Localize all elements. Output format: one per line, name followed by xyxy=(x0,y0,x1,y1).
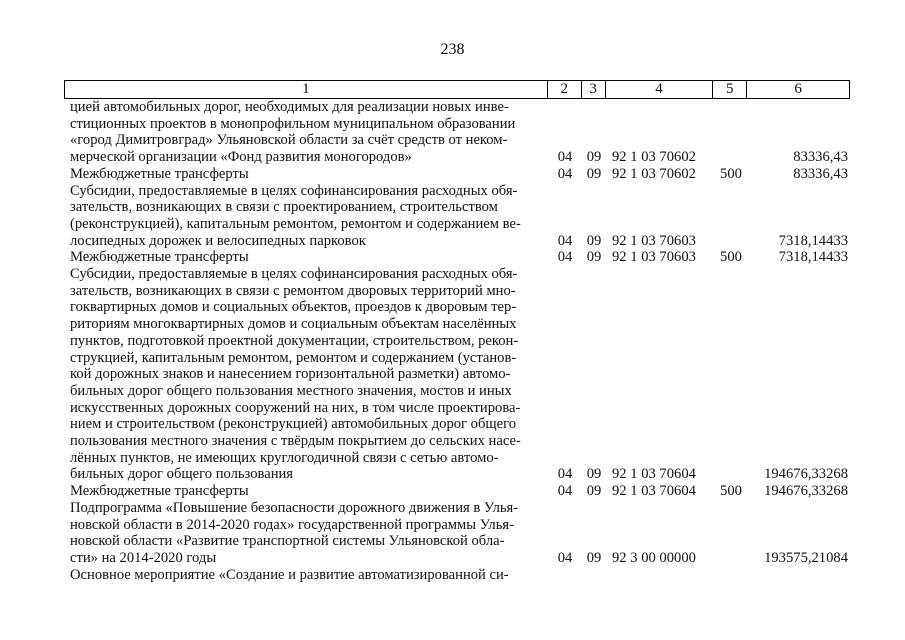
column-header-1: 1 xyxy=(65,81,548,98)
subsection-code: 09 xyxy=(586,466,602,483)
amount: 193575,21084 xyxy=(764,549,848,566)
table-row xyxy=(64,99,850,166)
amount: 83336,43 xyxy=(793,165,848,182)
column-header-6: 6 xyxy=(794,81,802,97)
description-line: мерческой организации «Фонд развития моногородов» xyxy=(70,149,412,166)
expense-type-code: 500 xyxy=(720,483,742,500)
table-body xyxy=(64,99,850,583)
description-line: бильных дорог общего пользования xyxy=(70,466,294,483)
section-code: 04 xyxy=(557,549,573,566)
target-article-code: 92 1 03 70604 xyxy=(612,483,696,500)
section-code: 04 xyxy=(557,466,573,483)
subsection-code: 09 xyxy=(586,232,602,249)
row-description xyxy=(64,99,548,166)
description-line: Подпрограмма «Повышение безопасности дорожного движения в Улья- xyxy=(70,499,519,516)
amount: 194676,33268 xyxy=(764,466,848,483)
target-article-code: 92 3 00 00000 xyxy=(612,549,696,566)
section-code: 04 xyxy=(557,165,573,182)
amount: 7318,14433 xyxy=(778,249,848,266)
description-line: лённых пунктов, не имеющих круглогодичной связи с сетью автомо- xyxy=(70,449,499,466)
description-line: стиционных проектов в монопрофильном муниципальном образовании xyxy=(70,115,516,132)
subsection-code: 09 xyxy=(586,483,602,500)
description-line: струкцией, капитальным ремонтом, ремонтом и содержанием (установ- xyxy=(70,349,517,366)
description-line: кой дорожных знаков и нанесением горизонтальной разметки) автомо- xyxy=(70,366,511,383)
page-number: 238 xyxy=(440,41,465,58)
description-line: цией автомобильных дорог, необходимых для реализации новых инве- xyxy=(70,99,509,115)
description-line: (реконструкцией), капитальным ремонтом, ремонтом и содержанием ве- xyxy=(70,215,521,232)
description-line: «город Димитровград» Ульяновской области за счёт средств от неком- xyxy=(70,132,508,149)
expense-type-code: 500 xyxy=(720,165,742,182)
subsection-code: 09 xyxy=(586,249,602,266)
description-line: пунктов, подготовкой проектной документации, строительством, рекон- xyxy=(70,332,519,349)
description-line: пользования местного значения с твёрдым покрытием до сельских насе- xyxy=(70,433,521,450)
row-description xyxy=(64,483,548,500)
description-line: лосипедных дорожек и велосипедных парковок xyxy=(70,232,366,249)
table-header xyxy=(64,80,850,99)
target-article-code: 92 1 03 70602 xyxy=(612,149,696,166)
table-row xyxy=(64,266,850,483)
description-line: Межбюджетные трансферты xyxy=(70,165,249,182)
table-row xyxy=(64,483,850,500)
description-line: риториям многоквартирных домов и социальным объектам населённых xyxy=(70,316,517,333)
column-header-4: 4 xyxy=(606,81,714,98)
description-line: искусственных дорожных сооружений на них, в том числе проектирова- xyxy=(70,399,521,416)
table-row xyxy=(64,567,850,584)
description-line: бильных дорог общего пользования местного значения, мостов и иных xyxy=(70,382,512,399)
section-code: 04 xyxy=(557,483,573,500)
row-description xyxy=(64,500,548,567)
table-row xyxy=(64,500,850,567)
target-article-code: 92 1 03 70602 xyxy=(612,165,696,182)
row-description xyxy=(64,567,548,584)
subsection-code: 09 xyxy=(586,165,602,182)
table-row xyxy=(64,166,850,183)
description-line: зательств, возникающих в связи с проектированием, строительством xyxy=(70,199,498,216)
table-row xyxy=(64,249,850,266)
row-description xyxy=(64,266,548,483)
row-description xyxy=(64,166,548,183)
description-line: нием и строительством (реконструкцией) автомобильных дорог общего xyxy=(70,416,517,433)
column-header-3: 3 xyxy=(582,81,606,98)
subsection-code: 09 xyxy=(586,149,602,166)
column-header-5: 5 xyxy=(713,81,747,98)
description-line: Субсидии, предоставляемые в целях софинансирования расходных обя- xyxy=(70,266,518,283)
target-article-code: 92 1 03 70603 xyxy=(612,232,696,249)
description-line: Межбюджетные трансферты xyxy=(70,483,249,500)
target-article-code: 92 1 03 70603 xyxy=(612,249,696,266)
section-code: 04 xyxy=(557,149,573,166)
row-description xyxy=(64,249,548,266)
target-article-code: 92 1 03 70604 xyxy=(612,466,696,483)
description-line: зательств, возникающих в связи с ремонтом дворовых территорий мно- xyxy=(70,282,516,299)
column-header-2: 2 xyxy=(548,81,582,98)
description-line: сти» на 2014-2020 годы xyxy=(70,549,217,566)
description-line: Основное мероприятие «Создание и развитие автоматизированной си- xyxy=(70,566,509,583)
row-description xyxy=(64,183,548,250)
description-line: Межбюджетные трансферты xyxy=(70,249,249,266)
table-row xyxy=(64,183,850,250)
description-line: новской области «Развитие транспортной системы Ульяновской обла- xyxy=(70,533,505,550)
amount: 7318,14433 xyxy=(778,232,848,249)
amount: 194676,33268 xyxy=(764,483,848,500)
description-line: Субсидии, предоставляемые в целях софинансирования расходных обя- xyxy=(70,182,518,199)
description-line: новской области в 2014-2020 годах» государственной программы Улья- xyxy=(70,516,514,533)
section-code: 04 xyxy=(557,249,573,266)
section-code: 04 xyxy=(557,232,573,249)
expense-type-code: 500 xyxy=(720,249,742,266)
description-line: гоквартирных домов и социальных объектов, проездов к дворовым тер- xyxy=(70,299,517,316)
amount: 83336,43 xyxy=(793,149,848,166)
subsection-code: 09 xyxy=(586,549,602,566)
